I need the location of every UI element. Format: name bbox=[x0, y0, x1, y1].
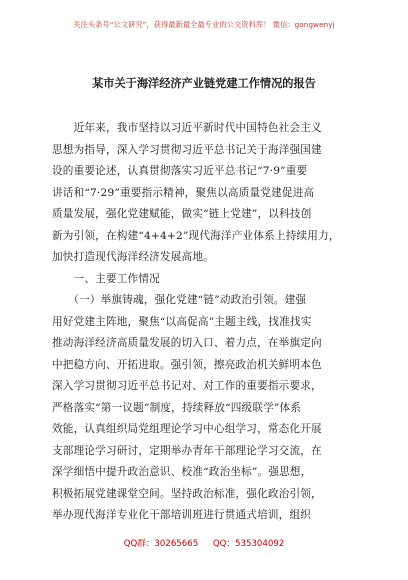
body-line: 深入学习贯彻习近平总书记对、对工作的重要指示要求， bbox=[52, 380, 322, 392]
body-line: 用好党建主阵地，聚焦“以高促高”主题主线，找准找实 bbox=[52, 315, 312, 328]
promo-banner: 关注头条号“公文研究”，获得最新最全最专业的公文资料库！ 微信：gongwenyj bbox=[73, 20, 335, 29]
body-line: 新为引领，在构建“4+4+2”现代海洋产业体系上持续用力， bbox=[52, 229, 340, 242]
body-line: 深学细悟中提升政治意识、校准“政治坐标”。强思想， bbox=[52, 466, 312, 478]
subsection-line: （一）举旗铸魂，强化党建“链”动政治引领。建强 bbox=[52, 294, 307, 306]
section-heading: 一、主要工作情况 bbox=[52, 272, 160, 285]
body-line: 设的重要论述，认真贯彻落实习近平总书记“7·9”重要 bbox=[52, 165, 308, 177]
body-line: 质量发展，强化党建赋能，做实“链上党建”，以科技创 bbox=[52, 208, 312, 220]
contact-footer bbox=[0, 537, 408, 549]
body-line: 支部理论学习研讨，定期举办青年干部理论学习交流，在 bbox=[52, 444, 322, 457]
body-line: 积极拓展党建课堂空间。坚持政治标准，强化政治引领， bbox=[52, 487, 322, 500]
qq-number: QQ：535304092 bbox=[212, 539, 285, 549]
body-line: 举办现代海洋专业化干部培训班进行贯通式培训，组织 bbox=[52, 509, 312, 521]
body-line: 严格落实“第一议题”制度，持续释放“四级联学”体系 bbox=[52, 401, 302, 414]
qq-group-number: QQ群：30265665 bbox=[123, 539, 199, 549]
document-body bbox=[52, 118, 358, 527]
body-line: 推动海洋经济高质量发展的切入口、着力点，在举旗定向 bbox=[52, 337, 322, 349]
body-line: 思想为指导，深入学习贯彻习近平总书记关于海洋强国建 bbox=[52, 143, 322, 156]
body-line: 中把稳方向、开拓进取。强引领，擦亮政治机关鲜明本色 bbox=[52, 358, 322, 371]
body-line: 讲话和“7·29”重要指示精神，聚焦以高质量党建促进高 bbox=[52, 186, 315, 199]
body-line: 效能，认真组织局党组理论学习中心组学习，常态化开展 bbox=[52, 423, 322, 435]
document-title: 某市关于海洋经济产业链党建工作情况的报告 bbox=[92, 76, 316, 90]
body-line: 加快打造现代海洋经济发展高地。 bbox=[52, 251, 214, 263]
body-line: 近年来，我市坚持以习近平新时代中国特色社会主义 bbox=[52, 122, 322, 134]
